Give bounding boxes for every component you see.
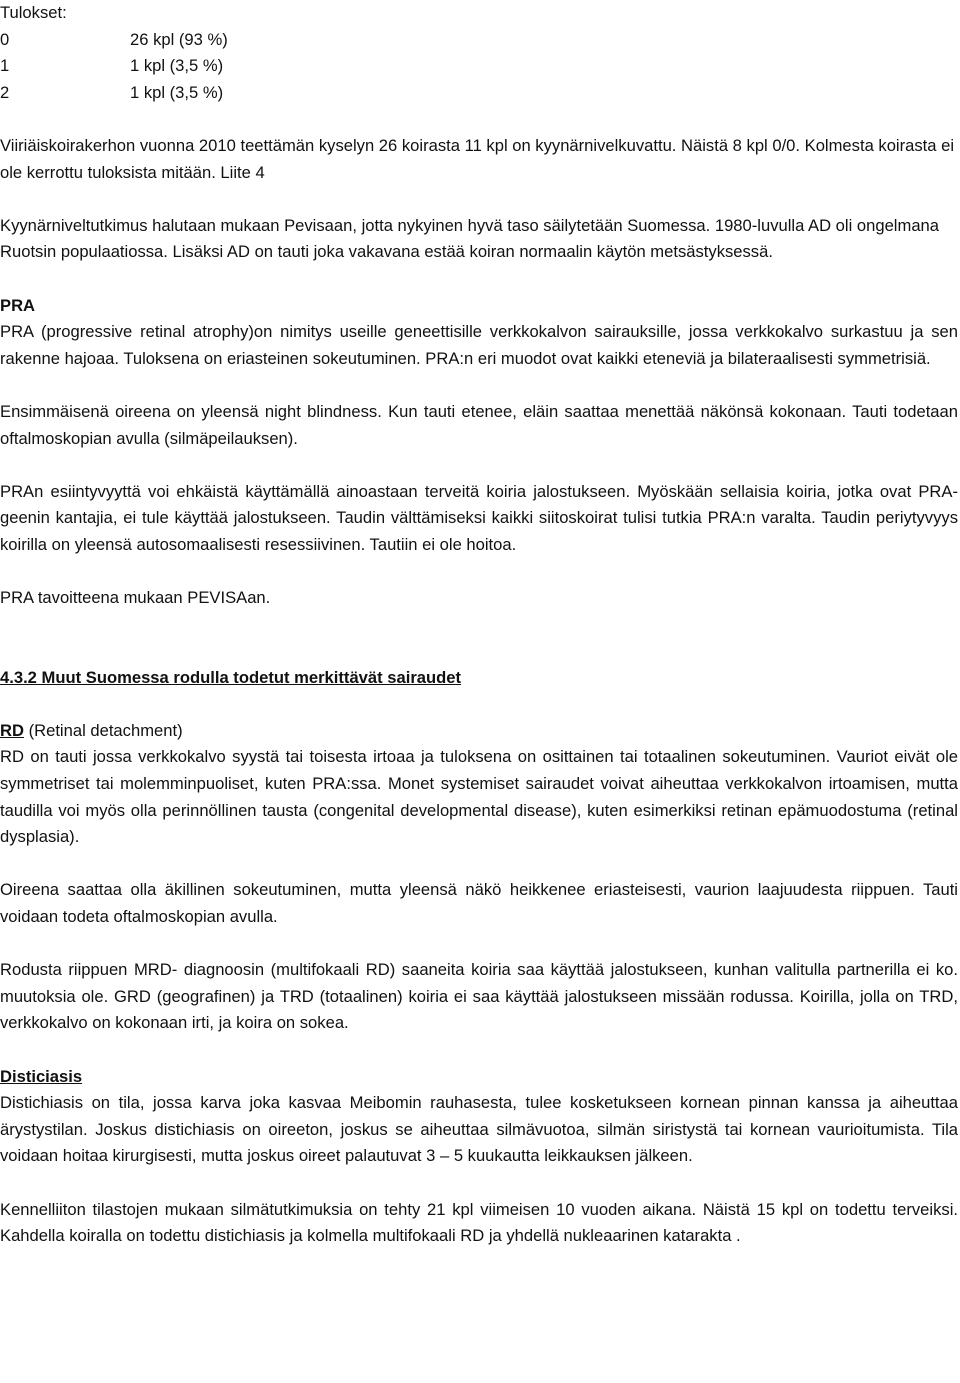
rd-term-rest: (Retinal detachment) bbox=[23, 720, 183, 740]
pra-paragraph-1: PRA (progressive retinal atrophy)on nimitys useille geneettisille verkkokalvon sairauksille, jossa verkkokalvo surkastuu ja sen rakenne hajoaa. Tuloksena on eriasteinen sokeutuminen. PRA:n eri muodot ovat kaikki eteneviä ja bilateraalisesti symmetrisiä. bbox=[0, 322, 958, 368]
pra-paragraph-4: PRA tavoitteena mukaan PEVISAan. bbox=[0, 588, 271, 608]
distichiasis-paragraph-1: Distichiasis on tila, jossa karva joka kasvaa Meibomin rauhasesta, tulee kosketukseen kornean pinnan kanssa ja aiheuttaa ärystystilan. Joskus distichiasis on oireeton, joskus se aiheuttaa silmävuotoa, silmän siristystä tai kornean vaurioitumista. Tila voidaan hoitaa kirurgisesti, mutta joskus oireet palautuvat 3 – 5 kuukautta leikkauksen jälkeen. bbox=[0, 1093, 958, 1166]
intro-paragraph-2: Kyynärniveltutkimus halutaan mukaan Pevisaan, jotta nykyinen hyvä taso säilytetään Suomessa. 1980-luvulla AD oli ongelmana Ruotsin populaatiossa. Lisäksi AD on tauti joka vakavana estää koiran normaalin käytön metsästyksessä. bbox=[0, 215, 940, 262]
distichiasis-heading: Disticiasis bbox=[0, 1066, 83, 1086]
result-key: 1 bbox=[0, 56, 10, 76]
result-row bbox=[0, 27, 958, 54]
rd-paragraph-3: Rodusta riippuen MRD- diagnoosin (multifokaali RD) saaneita koiria saa käyttää jalostukseen, kunhan valitulla partnerilla ei ko. muutoksia ole. GRD (geografinen) ja TRD (totaalinen) koiria ei saa käyttää jalostukseen missään rodussa. Koirilla, jolla on TRD, verkkokalvo on kokonaan irti, ja koira on sokea. bbox=[0, 960, 958, 1033]
rd-paragraph-2: Oireena saattaa olla äkillinen sokeutuminen, mutta yleensä näkö heikkenee eriasteisesti, vaurion laajuudesta riippuen. Tauti voidaan todeta oftalmoskopian avulla. bbox=[0, 880, 958, 926]
section-heading: 4.3.2 Muut Suomessa rodulla todetut merkittävät sairaudet bbox=[0, 667, 462, 687]
result-value: 26 kpl (93 %) bbox=[130, 29, 228, 49]
pra-paragraph-3: PRAn esiintyvyyttä voi ehkäistä käyttämällä ainoastaan terveitä koiria jalostukseen. Myöskään sellaisia koiria, jotka ovat PRA-geenin kantajia, ei tule käyttää jalostukseen. Taudin välttämiseksi kaikki siitoskoirat tulisi tutkia PRA:n varalta. Taudin periytyvyys koirilla on yleensä autosomaalisesti resessiivinen. Tautiin ei ole hoitoa. bbox=[0, 481, 958, 554]
result-row bbox=[0, 53, 958, 80]
rd-paragraph-1: RD on tauti jossa verkkokalvo syystä tai toisesta irtoaa ja tuloksena on osittainen tai totaalinen sokeutuminen. Vauriot eivät ole symmetriset tai molemminpuoliset, kuten PRA:ssa. Monet systemiset sairaudet voivat aiheuttaa verkkokalvon irtoamisen, mutta taudilla voi myös olla perinnöllinen tausta (congenital developmental disease), kuten esimerkiksi retinan epämuodostuma (retinal dysplasia). bbox=[0, 747, 958, 847]
intro-paragraph-1: Viiriäiskoirakerhon vuonna 2010 teettämän kyselyn 26 koirasta 11 kpl on kyynärnivelkuvattu. Näistä 8 kpl 0/0. Kolmesta koirasta ei ole kerrottu tuloksista mitään. Liite 4 bbox=[0, 135, 955, 182]
rd-term: RD bbox=[0, 720, 24, 740]
result-value: 1 kpl (3,5 %) bbox=[130, 56, 224, 76]
results-title: Tulokset: bbox=[0, 3, 67, 22]
pra-heading: PRA bbox=[0, 295, 36, 315]
result-key: 0 bbox=[0, 29, 10, 49]
result-key: 2 bbox=[0, 82, 10, 102]
result-value: 1 kpl (3,5 %) bbox=[130, 82, 224, 102]
pra-paragraph-2: Ensimmäisenä oireena on yleensä night blindness. Kun tauti etenee, eläin saattaa menettää näkönsä kokonaan. Tauti todetaan oftalmoskopian avulla (silmäpeilauksen). bbox=[0, 401, 958, 448]
rd-heading bbox=[0, 718, 958, 745]
result-row bbox=[0, 80, 958, 107]
distichiasis-paragraph-2: Kennelliiton tilastojen mukaan silmätutkimuksia on tehty 21 kpl viimeisen 10 vuoden aikana. Näistä 15 kpl on todettu terveiksi. Kahdella koiralla on todettu distichiasis ja kolmella multifokaali RD ja yhdellä nukleaarinen katarakta . bbox=[0, 1199, 958, 1246]
